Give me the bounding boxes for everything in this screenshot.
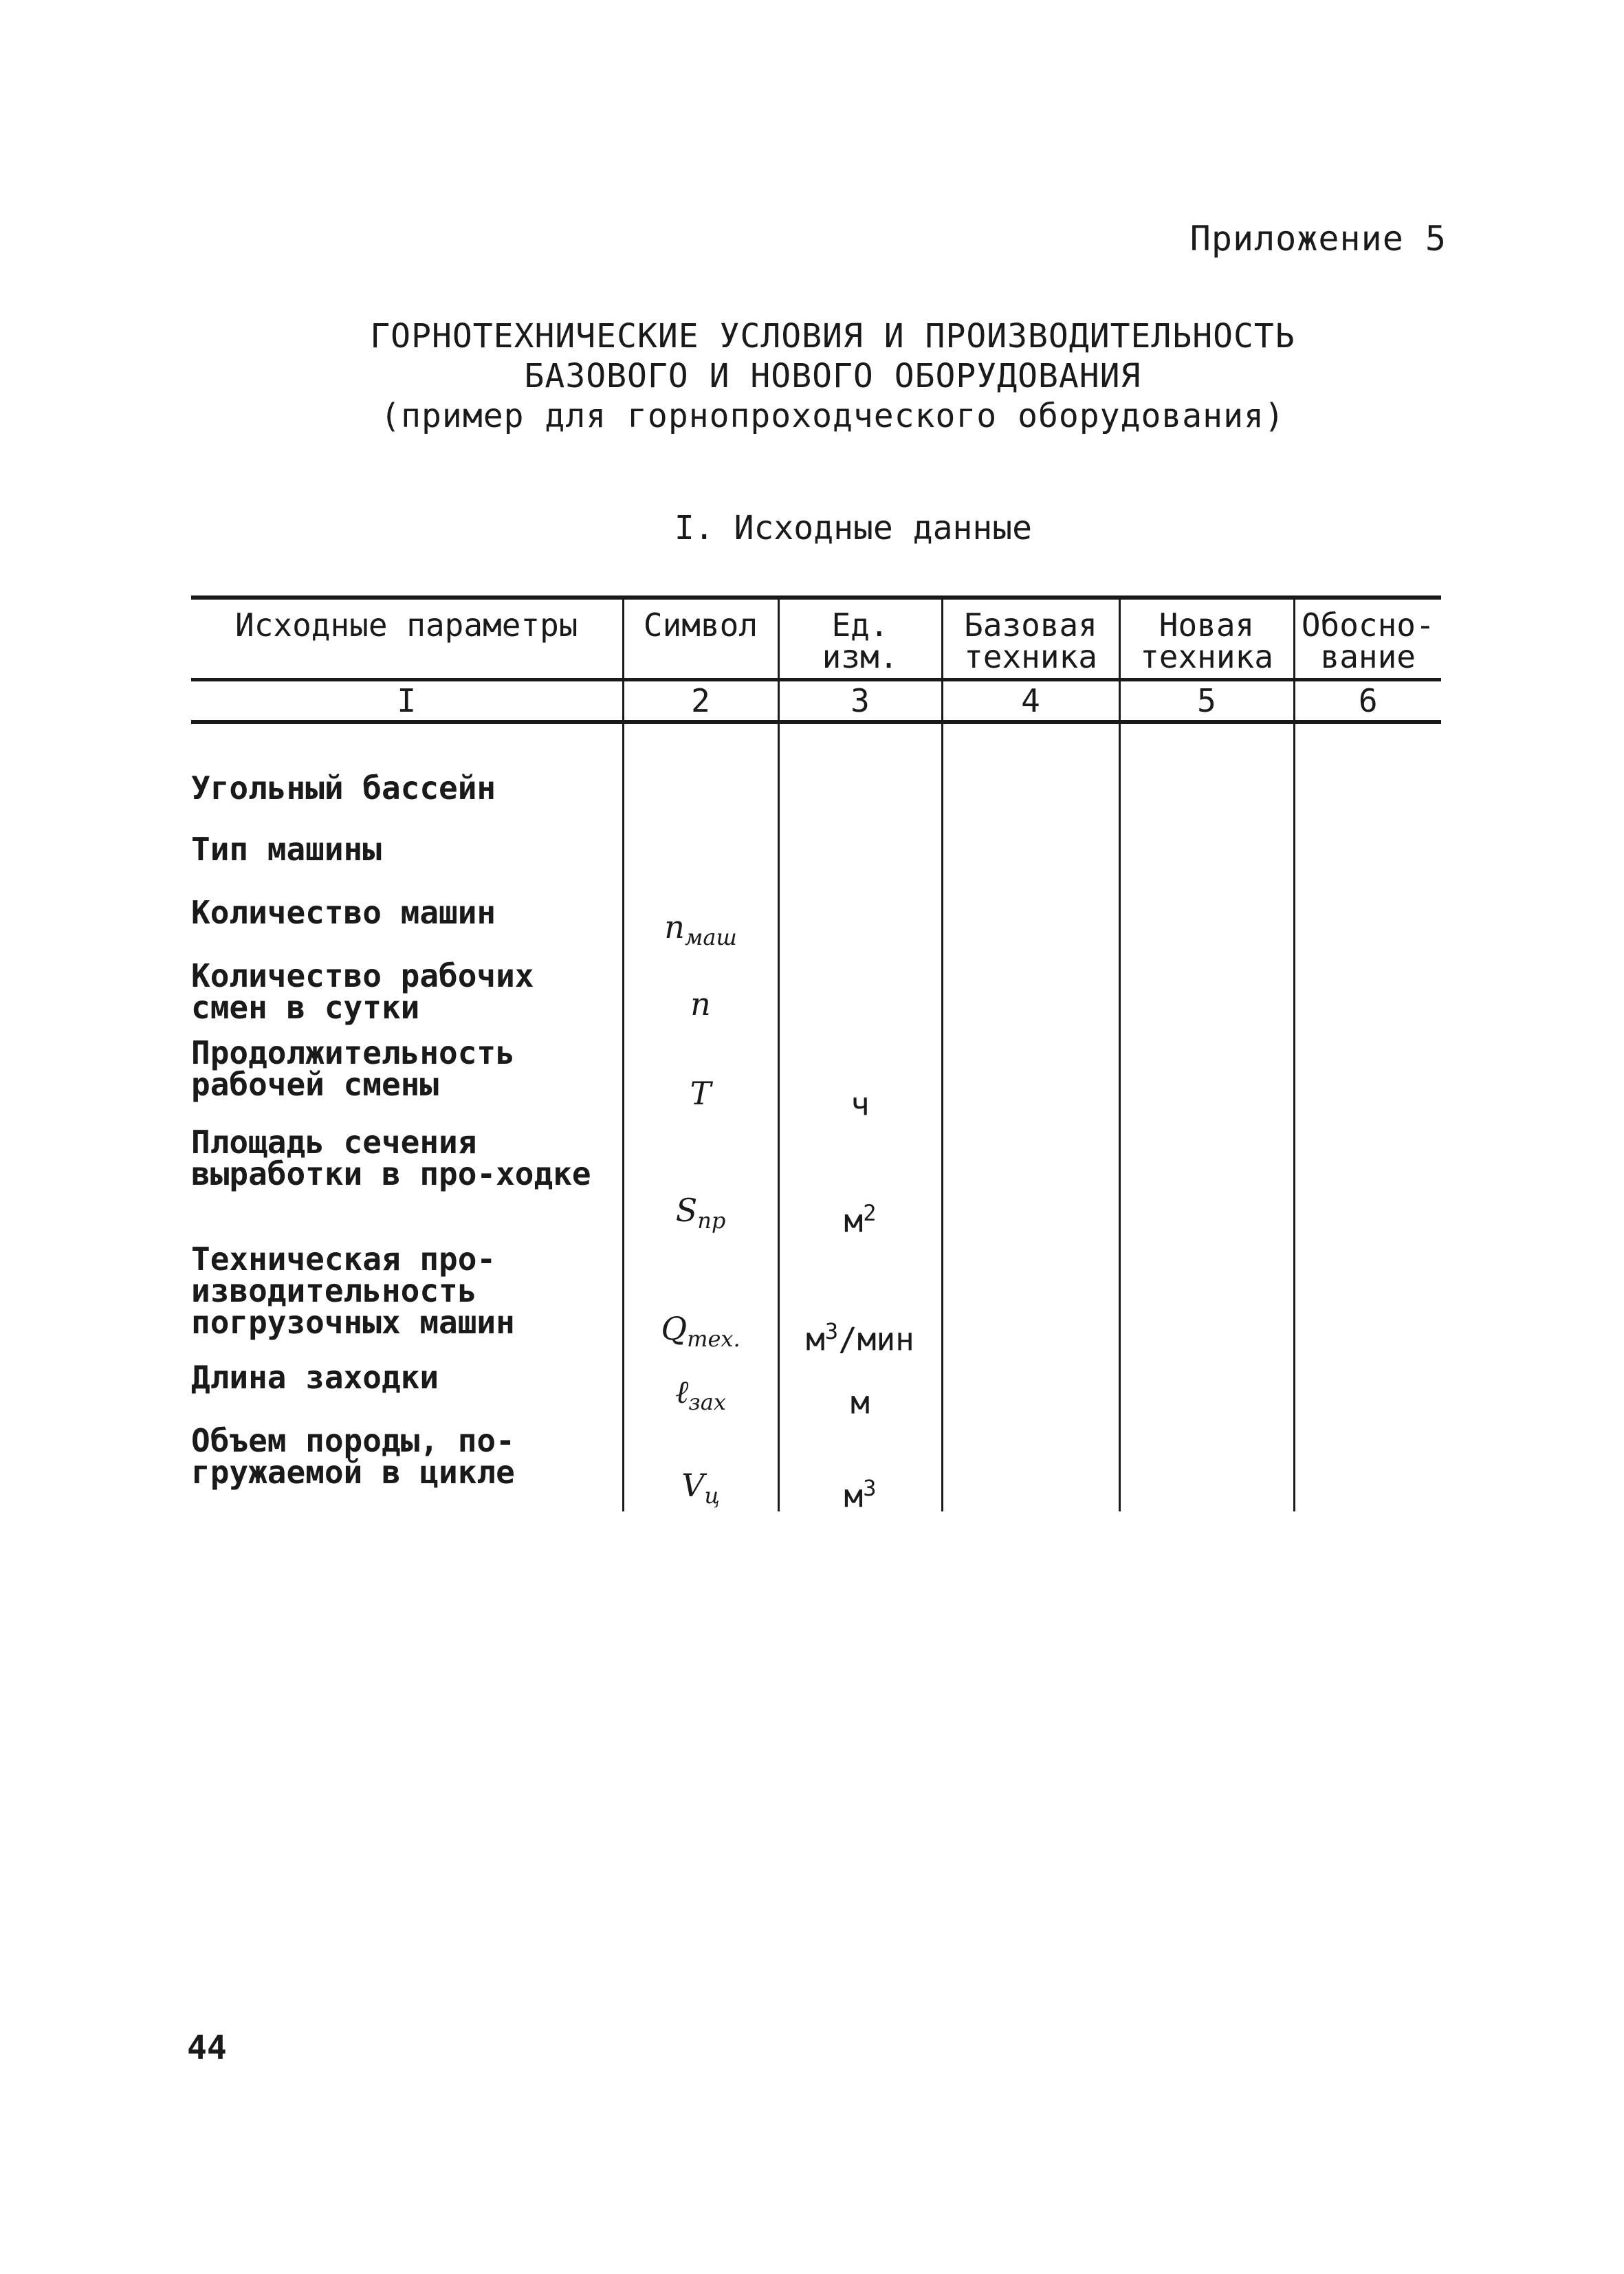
symbol-main: ℓ: [675, 1373, 689, 1410]
new-tech-cell: [1119, 1030, 1294, 1119]
title-line-3: (пример для горнопроходческого оборудования): [380, 397, 1285, 435]
new-tech-cell: [1119, 827, 1294, 890]
title-line-2: БАЗОВОГО И НОВОГО ОБОРУДОВАНИЯ: [524, 357, 1141, 395]
header-just-line-1: Обосно-: [1301, 606, 1435, 644]
symbol-cell: [623, 1119, 778, 1236]
base-tech-cell: [942, 1418, 1119, 1511]
base-tech-cell: [942, 1030, 1119, 1119]
unit-main: м: [844, 1477, 864, 1514]
unit-rest: /мин: [838, 1320, 914, 1357]
appendix-label: Приложение 5: [1189, 219, 1447, 259]
document-title: [0, 316, 1624, 436]
symbol-main: V: [681, 1466, 705, 1504]
table-row: [191, 1418, 1441, 1511]
symbol-main: n: [664, 908, 685, 945]
symbol-cell: [623, 1030, 778, 1119]
header-base-tech: [942, 598, 1119, 680]
justification-cell: [1294, 1119, 1441, 1236]
unit-superscript: 3: [824, 1318, 839, 1344]
justification-cell: [1294, 1355, 1441, 1418]
column-number: 4: [942, 680, 1119, 723]
parameter-cell: Длина заходки: [191, 1359, 439, 1396]
parameter-cell: Угольный бассейн: [191, 769, 496, 807]
symbol-cell: [623, 827, 778, 890]
header-parameters-label: Исходные параметры: [235, 606, 578, 644]
table-row: [191, 1030, 1441, 1119]
header-new-line-1: Новая: [1159, 606, 1255, 644]
table-row: [191, 722, 1441, 827]
symbol-main: T: [690, 1074, 712, 1112]
unit-superscript: 3: [863, 1474, 877, 1501]
symbol-cell: [623, 1418, 778, 1511]
header-just-line-2: вание: [1320, 638, 1416, 675]
new-tech-cell: [1119, 722, 1294, 827]
unit-cell: [778, 827, 942, 890]
header-base-line-1: Базовая: [964, 606, 1097, 644]
parameter-cell: Количество рабочих смен в сутки: [191, 957, 534, 1026]
section-title: I. Исходные данные: [674, 509, 1033, 547]
parameter-cell: Площадь сечения выработки в про-ходке: [191, 1124, 591, 1192]
symbol-cell: [623, 890, 778, 953]
symbol-cell: [623, 953, 778, 1030]
base-tech-cell: [942, 890, 1119, 953]
symbol-subscript: тех.: [687, 1326, 740, 1352]
table-row: [191, 1236, 1441, 1355]
base-tech-cell: [942, 1119, 1119, 1236]
parameter-cell: Количество машин: [191, 894, 496, 931]
justification-cell: [1294, 1030, 1441, 1119]
header-justification: [1294, 598, 1441, 680]
new-tech-cell: [1119, 1119, 1294, 1236]
parameter-cell: Техническая про-изводительность погрузочных машин: [191, 1240, 515, 1341]
symbol-subscript: пр: [697, 1207, 726, 1234]
symbol-cell: [623, 722, 778, 827]
column-number: 6: [1294, 680, 1441, 723]
new-tech-cell: [1119, 890, 1294, 953]
unit-cell: [778, 1030, 942, 1122]
header-parameters: [191, 598, 623, 680]
column-number: 5: [1119, 680, 1294, 723]
header-symbol-label: Символ: [643, 606, 758, 644]
justification-cell: [1294, 722, 1441, 827]
justification-cell: [1294, 1418, 1441, 1511]
table-row: [191, 890, 1441, 953]
base-tech-cell: [942, 953, 1119, 1030]
base-tech-cell: [942, 1236, 1119, 1355]
unit-cell: [778, 1119, 942, 1239]
base-tech-cell: [942, 827, 1119, 890]
justification-cell: [1294, 953, 1441, 1030]
justification-cell: [1294, 890, 1441, 953]
unit-main: м: [844, 1202, 864, 1239]
symbol-subscript: ц: [704, 1483, 720, 1509]
symbol-main: S: [675, 1191, 698, 1229]
header-unit: [778, 598, 942, 680]
new-tech-cell: [1119, 953, 1294, 1030]
source-data-table: [191, 595, 1441, 1514]
column-number: 3: [778, 680, 942, 723]
header-base-line-2: техника: [964, 638, 1097, 675]
symbol-cell: [623, 1236, 778, 1355]
page-number: 44: [187, 2029, 227, 2067]
unit-cell: [778, 1236, 942, 1355]
unit-cell: [778, 890, 942, 953]
header-unit-line-2: изм.: [822, 638, 899, 675]
symbol-subscript: зах: [688, 1389, 726, 1415]
justification-cell: [1294, 1236, 1441, 1355]
header-new-tech: [1119, 598, 1294, 680]
table-row: [191, 1119, 1441, 1236]
parameter-cell: Продолжительность рабочей смены: [191, 1034, 515, 1103]
unit-main: м: [806, 1320, 825, 1357]
unit-cell: [778, 1418, 942, 1514]
base-tech-cell: [942, 722, 1119, 827]
symbol-cell: [623, 1355, 778, 1418]
new-tech-cell: [1119, 1236, 1294, 1355]
unit-cell: [778, 722, 942, 827]
unit-cell: [778, 1355, 942, 1421]
symbol-subscript: маш: [684, 924, 737, 950]
unit-main: м: [851, 1384, 870, 1421]
table-header-row: [191, 598, 1441, 680]
column-number-row: [191, 680, 1441, 723]
title-line-1: ГОРНОТЕХНИЧЕСКИЕ УСЛОВИЯ И ПРОИЗВОДИТЕЛЬНОСТЬ: [370, 317, 1295, 356]
parameter-cell: Тип машины: [191, 831, 382, 868]
symbol-main: Q: [661, 1309, 688, 1347]
unit-cell: [778, 953, 942, 1030]
base-tech-cell: [942, 1355, 1119, 1418]
justification-cell: [1294, 827, 1441, 890]
unit-main: ч: [851, 1085, 870, 1122]
table-row: [191, 953, 1441, 1030]
new-tech-cell: [1119, 1418, 1294, 1511]
new-tech-cell: [1119, 1355, 1294, 1418]
header-unit-line-1: Ед.: [831, 606, 889, 644]
table-row: [191, 1355, 1441, 1418]
table-row: [191, 827, 1441, 890]
parameter-cell: Объем породы, по-гружаемой в цикле: [191, 1422, 515, 1491]
symbol-main: n: [690, 985, 711, 1023]
column-number: I: [191, 680, 623, 723]
column-number: 2: [623, 680, 778, 723]
header-symbol: [623, 598, 778, 680]
header-new-line-2: техника: [1140, 638, 1273, 675]
unit-superscript: 2: [863, 1199, 877, 1226]
